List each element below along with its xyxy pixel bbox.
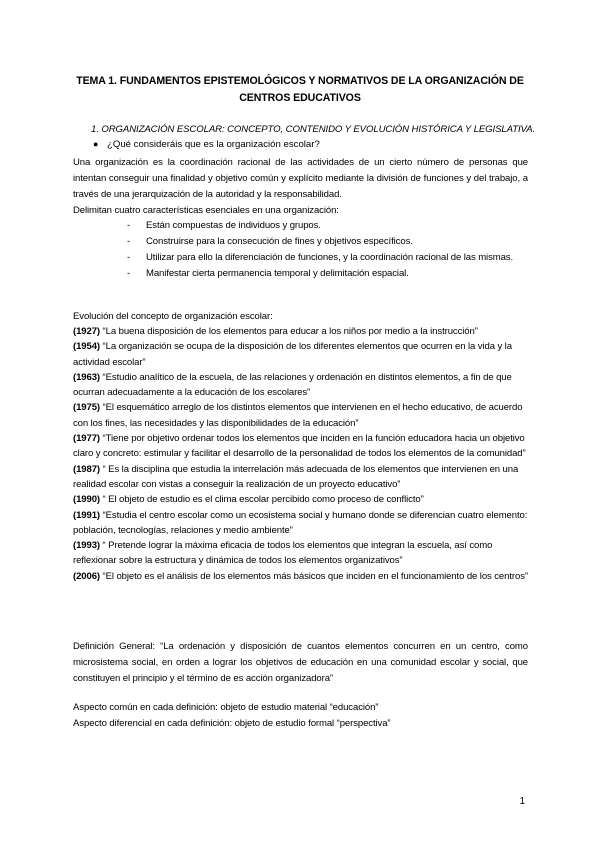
entry-year: (1993) bbox=[73, 540, 100, 552]
entry-year: (2006) bbox=[73, 570, 100, 582]
evolution-entry bbox=[73, 370, 528, 401]
entry-year: (1963) bbox=[73, 371, 100, 383]
general-definition: Definición General: “La ordenación y disposición de cuantos elementos concurren en un centro, como microsistema social, en orden a lograr los objetivos de educación en una comunidad escolar y social, que constituyen el principio y el término de es acción organizadora” bbox=[73, 641, 528, 684]
evolution-entry bbox=[73, 431, 528, 462]
list-item-text: Construirse para la consecución de fines y objetivos específicos. bbox=[146, 236, 413, 247]
entry-text: “Estudio analítico de la escuela, de las relaciones y ordenación en distintos elementos, a fin de que ocurran adecuadamente a la educación de los escolares” bbox=[73, 371, 512, 399]
evolution-entry bbox=[73, 492, 528, 507]
list-item-text: Utilizar para ello la diferenciación de funciones, y la coordinación racional de las mismas. bbox=[146, 252, 514, 263]
entry-text: “Estudia el centro escolar como un ecosistema social y humano donde se diferencian cuatro elemento: población, tecnologías, relaciones y medio ambiente” bbox=[73, 509, 528, 536]
entry-text: “ El objeto de estudio es el clima escolar percibido como proceso de conflicto” bbox=[100, 494, 424, 506]
page-number: 1 bbox=[519, 796, 525, 807]
evolution-entry bbox=[73, 339, 528, 370]
differential-aspect: Aspecto diferencial en cada definición: objeto de estudio formal “perspectiva” bbox=[73, 718, 391, 729]
entry-year: (1927) bbox=[73, 326, 100, 337]
entry-text: “ Es la disciplina que estudia la interrelación más adecuada de los elementos que intervienen en una realidad escolar con vistas a conseguir la realización de un proyecto educativo” bbox=[73, 463, 519, 490]
question-item bbox=[93, 139, 320, 150]
list-item bbox=[127, 250, 528, 266]
definition-paragraph: Una organización es la coordinación racional de las actividades de un cierto número de personas que intentan conseguir una finalidad y objetivo común y explícito mediante la división de funciones y del trabajo, a través de una jerarquización de la autoridad y la responsabilidad. bbox=[73, 157, 528, 200]
list-item bbox=[127, 218, 528, 234]
evolution-entry bbox=[73, 508, 528, 539]
entry-year: (1977) bbox=[73, 433, 100, 445]
common-aspect: Aspecto común en cada definición: objeto de estudio material “educación” bbox=[73, 702, 379, 713]
section-heading: 1. ORGANIZACIÓN ESCOLAR: CONCEPTO, CONTENIDO Y EVOLUCIÓN HISTÓRICA Y LEGISLATIVA. bbox=[91, 124, 536, 135]
document-title: TEMA 1. FUNDAMENTOS EPISTEMOLÓGICOS Y NORMATIVOS DE LA ORGANIZACIÓN DE CENTROS EDUCATIVOS bbox=[76, 75, 524, 104]
dash-bullet: - bbox=[127, 236, 131, 247]
entry-text: “El esquemático arreglo de los distintos elementos que intervienen en el hecho educativo, de acuerdo con los fines, las necesidades y las disponibilidades de la educación” bbox=[73, 402, 523, 429]
evolution-entry bbox=[73, 324, 528, 339]
dash-bullet: - bbox=[127, 268, 131, 279]
entry-year: (1991) bbox=[73, 509, 100, 521]
list-item bbox=[127, 266, 528, 282]
evolution-intro: Evolución del concepto de organización escolar: bbox=[73, 311, 273, 322]
dash-bullet: - bbox=[127, 220, 131, 231]
list-item-text: Manifestar cierta permanencia temporal y delimitación espacial. bbox=[146, 268, 409, 279]
entry-year: (1990) bbox=[73, 494, 100, 506]
entry-text: “La organización se ocupa de la disposición de los diferentes elementos que ocurren en la vida y la actividad escolar” bbox=[73, 341, 512, 368]
question-text: ¿Qué consideráis que es la organización escolar? bbox=[107, 139, 320, 150]
characteristics-intro: Delimitan cuatro características esenciales en una organización: bbox=[73, 205, 339, 216]
entry-year: (1954) bbox=[73, 341, 100, 353]
evolution-list bbox=[73, 324, 528, 584]
entry-year: (1987) bbox=[73, 463, 100, 475]
entry-year: (1975) bbox=[73, 402, 100, 414]
dash-bullet: - bbox=[127, 252, 131, 263]
evolution-entry bbox=[73, 569, 528, 584]
entry-text: “La buena disposición de los elementos para educar a los niños por medio a la instrucción” bbox=[100, 326, 478, 337]
entry-text: “El objeto es el análisis de los elementos más básicos que inciden en el funcionamiento de los centros” bbox=[100, 570, 528, 582]
list-item bbox=[127, 234, 528, 250]
evolution-entry bbox=[73, 538, 528, 569]
entry-text: “ Pretende lograr la máxima eficacia de todos los elementos que integran la escuela, así como reflexionar sobre la estructura y dinámica de todos los elementos organizativos” bbox=[73, 540, 493, 567]
evolution-entry bbox=[73, 462, 528, 493]
entry-text: “Tiene por objetivo ordenar todos los elementos que inciden en la función educadora hacia un objetivo claro y concreto: estimular y facilitar el desarrollo de la personalidad de todos los elementos de la comunidad” bbox=[73, 433, 526, 460]
evolution-entry bbox=[73, 400, 528, 431]
bullet-icon: ● bbox=[93, 139, 99, 149]
characteristics-list bbox=[127, 218, 528, 282]
list-item-text: Están compuestas de individuos y grupos. bbox=[146, 220, 321, 231]
